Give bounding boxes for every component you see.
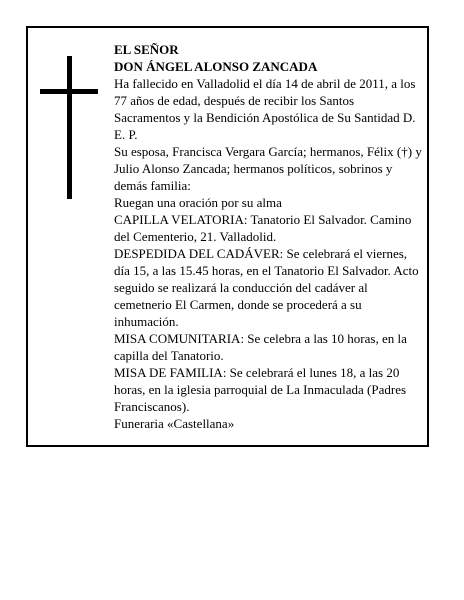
- farewell-ceremony: DESPEDIDA DEL CADÁVER: Se celebrará el viernes, día 15, a las 15.45 horas, en el Tanatorio El Salvador. Acto seguido se realizará la conducción del cadáver al cemetnerio El Carmen, donde se procederá a su inhumación.: [114, 246, 419, 329]
- family-list: Su esposa, Francisca Vergara García; hermanos, Félix (†) y Julio Alonso Zancada; hermanos políticos, sobrinos y demás familia:: [114, 144, 422, 193]
- deceased-name: DON ÁNGEL ALONSO ZANCADA: [114, 59, 318, 74]
- notice-text: [114, 41, 422, 432]
- cross-horizontal-bar: [40, 89, 98, 94]
- funeral-home: Funeraria «Castellana»: [114, 416, 235, 431]
- community-mass: MISA COMUNITARIA: Se celebra a las 10 horas, en la capilla del Tanatorio.: [114, 331, 407, 363]
- obituary-notice: [26, 26, 429, 447]
- title-line-1: EL SEÑOR: [114, 42, 179, 57]
- death-announcement: Ha fallecido en Valladolid el día 14 de abril de 2011, a los 77 años de edad, después de recibir los Santos Sacramentos y la Bendición Apostólica de Su Santidad D. E. P.: [114, 76, 416, 142]
- wake-chapel: CAPILLA VELATORIA: Tanatorio El Salvador. Camino del Cementerio, 21. Valladolid.: [114, 212, 412, 244]
- cross-icon: [40, 56, 98, 199]
- cross-vertical-bar: [67, 56, 72, 199]
- prayer-request: Ruegan una oración por su alma: [114, 195, 282, 210]
- family-mass: MISA DE FAMILIA: Se celebrará el lunes 18, a las 20 horas, en la iglesia parroquial de La Inmaculada (Padres Franciscanos).: [114, 365, 407, 414]
